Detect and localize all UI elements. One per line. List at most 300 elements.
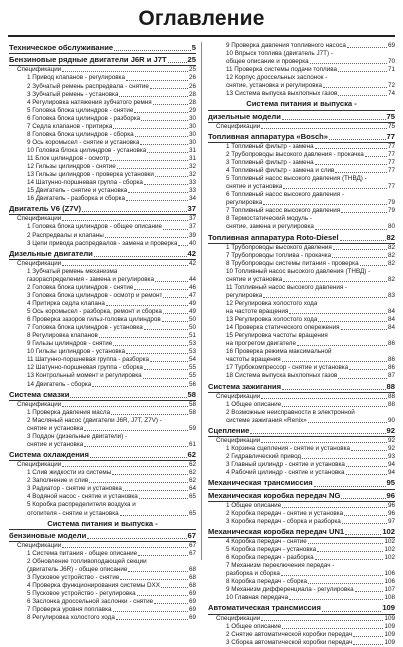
toc-entry-title: 1 Головка блока цилиндров - общее описание — [27, 223, 163, 231]
toc-section-heading — [208, 478, 395, 489]
toc-entry-title: 6 Головка блока цилиндров - разборка — [27, 114, 141, 122]
toc-entry — [9, 240, 196, 248]
toc-entry-title: 11 Шатунно-поршневая группа - разборка — [27, 356, 150, 364]
toc-entry-title: Спецификации — [216, 122, 261, 130]
toc-page-number: 62 — [188, 477, 196, 485]
toc-entry-title: Спецификации — [17, 259, 62, 267]
toc-page-number: 32 — [188, 171, 196, 179]
toc-page-number: 58 — [187, 389, 196, 399]
toc-entry — [208, 316, 395, 324]
toc-leader-dots — [353, 636, 383, 637]
toc-leader-dots — [310, 63, 387, 64]
toc-leader-dots — [150, 361, 188, 362]
toc-page-number: 79 — [387, 207, 395, 215]
toc-entry — [208, 276, 395, 284]
toc-entry-title: 7 Седла клапанов - притирка — [27, 122, 113, 130]
toc-page-number: 92 — [387, 437, 395, 445]
toc-leader-dots — [82, 211, 186, 212]
toc-entry — [9, 115, 196, 123]
toc-entry — [9, 308, 196, 316]
page-title: Оглавление — [138, 7, 265, 30]
toc-entry-title: 1 Общее описание — [226, 622, 282, 630]
toc-section-heading — [9, 531, 196, 542]
toc-entry — [9, 493, 196, 501]
toc-leader-dots — [113, 128, 188, 129]
toc-entry-title: 6 Топливный насос высокого давления - — [226, 191, 345, 199]
toc-entry — [9, 147, 196, 155]
toc-entry — [9, 131, 196, 139]
toc-page-number: 59 — [188, 424, 196, 432]
toc-entry — [208, 348, 395, 356]
toc-entry — [9, 348, 196, 356]
toc-entry — [9, 99, 196, 107]
toc-entry — [208, 82, 395, 90]
toc-leader-dots — [289, 599, 383, 600]
toc-entry-title: 1 Система питания - общее описание — [27, 550, 138, 558]
toc-entry-title: частоты вращения — [226, 356, 281, 364]
toc-page-number: 90 — [387, 416, 395, 424]
toc-page-number: 33 — [188, 187, 196, 195]
toc-entry-title: Система смазки — [9, 389, 70, 399]
toc-entry-title: Механическая трансмиссия — [208, 478, 313, 488]
toc-page-number: 40 — [188, 239, 196, 247]
toc-entry-title: 11 Блок цилиндров - осмотр — [27, 154, 110, 162]
toc-entry — [9, 223, 196, 231]
toc-entry-title: 15 Двигатель - снятие и установка — [27, 187, 128, 195]
toc-entry-title: отопителя - снятие и установка — [27, 509, 119, 517]
toc-entry — [208, 594, 395, 602]
toc-leader-dots — [139, 498, 188, 499]
toc-leader-dots — [84, 430, 188, 431]
toc-entry — [9, 187, 196, 195]
toc-page-number: 82 — [387, 259, 395, 267]
toc-leader-dots — [141, 120, 188, 121]
toc-entry-title: 8 Регулировка клапанов — [27, 332, 98, 340]
toc-right-column — [208, 42, 395, 647]
toc-page-number: 75 — [386, 111, 395, 121]
toc-entry — [9, 510, 196, 518]
toc-page-number: 88 — [387, 392, 395, 400]
toc-entry-title: 2 Головка блока цилиндров - снятие — [27, 283, 134, 291]
toc-entry-title: 14 Шатунно-поршневая группа - сборка — [27, 179, 143, 187]
toc-page-number: 95 — [386, 478, 395, 488]
toc-leader-dots — [90, 457, 187, 458]
toc-section-heading — [208, 491, 395, 502]
toc-leader-dots — [283, 188, 387, 189]
toc-entry-title: 14 Проверка статического опережения — [226, 324, 340, 332]
toc-page-number: 96 — [387, 501, 395, 509]
toc-leader-dots — [114, 50, 191, 51]
toc-entry — [208, 554, 395, 562]
toc-entry — [9, 550, 196, 558]
toc-entry-title: 11 Топливный насос высокого давления - — [226, 283, 348, 291]
toc-leader-dots — [308, 583, 383, 584]
toc-entry — [208, 417, 395, 425]
toc-entry — [9, 83, 196, 91]
toc-entry-title: Автоматическая трансмиссия — [208, 603, 321, 613]
toc-section-heading — [208, 527, 395, 538]
toc-page-number: 80 — [387, 223, 395, 231]
toc-entry — [208, 469, 395, 477]
toc-entry-title: 1 Общее описание — [226, 400, 282, 408]
toc-leader-dots — [346, 474, 387, 475]
toc-entry — [9, 292, 196, 300]
toc-entry-title: 3 Коробка передач - сборка и разборка — [226, 517, 341, 525]
toc-entry-title: на прогретом двигателе — [226, 340, 296, 348]
toc-leader-dots — [283, 281, 387, 282]
toc-page-number: 62 — [188, 461, 196, 469]
toc-leader-dots — [282, 507, 387, 508]
toc-entry-title: 5 Пусковое устройство - регулировка — [27, 590, 136, 598]
toc-entry-title: Спецификации — [216, 614, 261, 622]
toc-entry-title: Система питания и выпуска - — [47, 518, 158, 528]
toc-entry — [9, 232, 196, 240]
toc-leader-dots — [87, 538, 186, 539]
toc-entry-title: 6 Проверка зазоров гильз-головка цилиндров — [27, 316, 161, 324]
toc-entry — [9, 91, 196, 99]
toc-entry-title: 1 Общее описание — [226, 501, 282, 509]
toc-leader-dots — [112, 474, 188, 475]
toc-left-column — [9, 42, 196, 622]
toc-entry-title: 12 Корпус дроссельных заслонок - — [226, 74, 328, 82]
toc-section-heading — [9, 249, 196, 260]
toc-entry-title: Механическая коробка передач UN1 — [208, 526, 345, 536]
toc-page-number: 77 — [387, 167, 395, 175]
toc-leader-dots — [92, 386, 188, 387]
toc-leader-dots — [353, 644, 383, 645]
toc-entry — [208, 324, 395, 332]
toc-page-number: 69 — [188, 614, 196, 622]
toc-page-number: 72 — [387, 82, 395, 90]
toc-page-number: 96 — [386, 490, 395, 500]
toc-leader-dots — [144, 369, 188, 370]
toc-entry — [208, 445, 395, 453]
toc-entry-title: Дизельные двигатели — [9, 248, 93, 258]
toc-leader-dots — [143, 378, 188, 379]
toc-entry-title: 12 Гильзы цилиндров - снятие — [27, 162, 116, 170]
toc-leader-dots — [62, 71, 188, 72]
toc-entry — [9, 171, 196, 179]
toc-leader-dots — [315, 164, 387, 165]
toc-entry-title: Система охлаждения — [9, 450, 89, 460]
column-divider — [201, 42, 202, 560]
toc-entry — [9, 300, 196, 308]
toc-page-number: 68 — [188, 582, 196, 590]
toc-entry — [208, 546, 395, 554]
toc-entry-title: 13 Регулировка холостого хода — [226, 316, 318, 324]
toc-entry-title: 13 Гильзы цилиндров - проверка установки — [27, 171, 154, 179]
toc-entry-title: Бензиновые рядные двигатели J6R и J7T — [9, 55, 167, 65]
toc-entry — [208, 175, 395, 183]
toc-page-number: 102 — [384, 554, 395, 562]
toc-page-number: 71 — [387, 66, 395, 74]
toc-entry-title: Механическая коробка передач NG — [208, 490, 341, 500]
toc-page-number: 44 — [188, 275, 196, 283]
toc-entry-title: 12 Шатунно-поршневая группа - сборка — [27, 364, 143, 372]
toc-page-number: 107 — [384, 586, 395, 594]
toc-entry-title: 2 Гидравлический привод — [226, 453, 302, 461]
toc-entry-title: 8 Головка блока цилиндров - сборка — [27, 130, 134, 138]
toc-page-number: 69 — [188, 606, 196, 614]
toc-leader-dots — [297, 345, 387, 346]
toc-entry-title: 4 Водяной насос - снятие и установка — [27, 493, 138, 501]
toc-page-number: 77 — [387, 183, 395, 191]
toc-page-number: 96 — [387, 509, 395, 517]
toc-entry-title: 8 Термостатический модуль - — [226, 215, 312, 223]
toc-leader-dots — [89, 482, 188, 483]
toc-entry — [208, 372, 395, 380]
toc-entry-title: 18 Система выпуска выхлопных газов — [226, 372, 338, 380]
toc-leader-dots — [346, 466, 387, 467]
toc-page-number: 86 — [387, 356, 395, 364]
toc-entry-title: 4 Рабочий цилиндр - снятие и установка — [226, 469, 345, 477]
toc-entry-title: 1 Привод клапанов - регулировка — [27, 74, 125, 82]
toc-entry-title: Техническое обслуживание — [9, 43, 114, 52]
toc-page-number: 58 — [188, 400, 196, 408]
toc-leader-dots — [289, 313, 387, 314]
toc-entry — [9, 542, 196, 550]
toc-entry — [208, 223, 395, 231]
toc-page-number: 88 — [387, 400, 395, 408]
toc-entry — [9, 179, 196, 187]
toc-leader-dots — [315, 229, 387, 230]
toc-entry — [9, 372, 196, 380]
toc-entry — [9, 215, 196, 223]
toc-section-heading — [9, 450, 196, 461]
toc-entry — [9, 425, 196, 433]
toc-entry — [208, 207, 395, 215]
toc-entry — [208, 215, 395, 223]
toc-page-number: 97 — [387, 517, 395, 525]
toc-entry-title: 2 Зубчатый ремень распредвала - снятие — [27, 82, 149, 90]
toc-leader-dots — [135, 136, 188, 137]
toc-leader-dots — [110, 160, 188, 161]
toc-page-number: 92 — [387, 445, 395, 453]
toc-entry — [208, 586, 395, 594]
toc-entry — [208, 90, 395, 98]
toc-entry-title: 8 Регулировка холостого хода — [27, 614, 115, 622]
toc-entry — [208, 50, 395, 58]
toc-leader-dots — [340, 240, 386, 241]
toc-leader-dots — [351, 450, 387, 451]
toc-leader-dots — [163, 229, 188, 230]
toc-leader-dots — [261, 620, 383, 621]
toc-entry — [208, 639, 395, 647]
toc-section-heading — [208, 382, 395, 393]
toc-page-number: 84 — [387, 324, 395, 332]
toc-page-number: 61 — [188, 440, 196, 448]
toc-entry-title: общее описание и проверка — [226, 58, 309, 66]
toc-leader-dots — [128, 192, 188, 193]
toc-page-number: 34 — [188, 195, 196, 203]
toc-page-number: 65 — [188, 493, 196, 501]
toc-entry-title: системе зажигания «Renix» — [226, 416, 307, 424]
toc-entry — [9, 364, 196, 372]
toc-leader-dots — [302, 458, 387, 459]
toc-entry — [208, 199, 395, 207]
toc-entry — [9, 195, 196, 203]
toc-page-number: 31 — [188, 146, 196, 154]
toc-entry — [208, 401, 395, 409]
toc-entry-title: 2 Обновление топливоподающей секции — [27, 558, 147, 566]
toc-leader-dots — [138, 555, 188, 556]
toc-entry — [208, 578, 395, 586]
toc-entry-title: дизельные модели — [208, 111, 281, 121]
toc-leader-dots — [62, 220, 188, 221]
toc-entry-title: снятие и установка — [27, 424, 84, 432]
toc-leader-dots — [163, 313, 188, 314]
toc-page-number: 39 — [188, 231, 196, 239]
toc-entry — [9, 606, 196, 614]
toc-page-number: 31 — [188, 154, 196, 162]
toc-entry — [208, 364, 395, 372]
toc-entry — [9, 139, 196, 147]
toc-entry-title: 12 Регулировка холостого хода — [226, 300, 318, 308]
toc-entry-title: 10 Топливный насос высокого давления (ТНВД) - — [226, 267, 371, 275]
toc-leader-dots — [360, 265, 387, 266]
toc-page-number: 62 — [187, 450, 196, 460]
toc-page-number: 25 — [187, 55, 196, 65]
toc-leader-dots — [106, 305, 188, 306]
toc-entry-title: 10 Головка блока цилиндров - установка — [27, 146, 147, 154]
toc-section-heading — [208, 132, 395, 143]
toc-page-number: 70 — [387, 58, 395, 66]
toc-leader-dots — [345, 534, 381, 535]
toc-leader-dots — [338, 378, 387, 379]
toc-entry-title: 4 Проверка функционирования системы DXX — [27, 582, 160, 590]
toc-page-number: 28 — [188, 98, 196, 106]
toc-leader-dots — [144, 329, 188, 330]
toc-entry — [9, 401, 196, 409]
toc-entry-title: 5 Коробка распределителя воздуха и — [27, 501, 136, 509]
toc-entry — [9, 356, 196, 364]
toc-section-heading — [9, 519, 196, 530]
toc-entry-title: 5 Коробка передач - установка — [226, 546, 317, 554]
toc-leader-dots — [99, 337, 188, 338]
toc-page-number: 67 — [188, 550, 196, 558]
toc-page-number: 84 — [387, 316, 395, 324]
toc-page-number: 28 — [188, 90, 196, 98]
toc-page-number: 37 — [188, 215, 196, 223]
toc-entry — [208, 42, 395, 50]
toc-page-number: 68 — [188, 574, 196, 582]
toc-entry-title: 11 Проверка системы подачи топлива — [226, 66, 338, 74]
toc-entry-title: 14 Двигатель - сборка — [27, 380, 92, 388]
toc-entry-title: разборка и сборка — [226, 570, 280, 578]
toc-entry — [9, 558, 196, 566]
toc-page-number: 30 — [188, 122, 196, 130]
toc-entry — [208, 151, 395, 159]
toc-page-number: 109 — [384, 614, 395, 622]
toc-entry — [9, 417, 196, 425]
toc-entry — [9, 340, 196, 348]
toc-entry-title: 3 Цепи привода распредвалов - замена и проверка — [27, 239, 178, 247]
toc-leader-dots — [315, 148, 387, 149]
toc-page-number: 109 — [382, 603, 395, 613]
toc-page-number: 42 — [187, 248, 196, 258]
toc-entry — [208, 252, 395, 260]
toc-entry — [9, 590, 196, 598]
toc-leader-dots — [134, 289, 188, 290]
toc-leader-dots — [355, 591, 384, 592]
toc-entry-title: 8 Коробка передач - сборка — [226, 578, 308, 586]
toc-leader-dots — [123, 490, 188, 491]
toc-entry — [208, 308, 395, 316]
toc-page-number: 88 — [386, 381, 395, 391]
toc-leader-dots — [282, 628, 383, 629]
toc-entry-title: 4 Коробка передач - снятие — [226, 538, 307, 546]
toc-page-number: 29 — [188, 106, 196, 114]
toc-leader-dots — [62, 406, 188, 407]
toc-leader-dots — [250, 433, 385, 434]
toc-entry — [9, 501, 196, 509]
toc-entry — [208, 453, 395, 461]
toc-page-number: 108 — [384, 594, 395, 602]
toc-section-heading — [9, 204, 196, 215]
toc-entry — [208, 615, 395, 623]
toc-page-number: 46 — [188, 283, 196, 291]
toc-page-number: 55 — [188, 364, 196, 372]
toc-entry — [208, 58, 395, 66]
toc-leader-dots — [161, 587, 188, 588]
toc-entry-title: 10 Главная передача — [226, 594, 289, 602]
toc-leader-dots — [282, 361, 387, 362]
toc-section-heading — [208, 112, 395, 123]
toc-page-number: 86 — [387, 340, 395, 348]
toc-entry — [208, 570, 395, 578]
toc-entry — [208, 300, 395, 308]
toc-entry-title: 13 Контрольный момент и регулировка — [27, 372, 142, 380]
toc-entry-title: 3 Пусковое устройство - снятие — [27, 574, 120, 582]
toc-page-number: 64 — [188, 485, 196, 493]
toc-entry — [208, 340, 395, 348]
toc-leader-dots — [126, 353, 188, 354]
toc-leader-dots — [116, 619, 188, 620]
toc-page-number: 109 — [384, 630, 395, 638]
toc-entry — [9, 155, 196, 163]
toc-entry-title: снятие, установка и регулировка — [226, 82, 322, 90]
toc-leader-dots — [62, 466, 188, 467]
toc-page-number: 5 — [191, 43, 196, 52]
toc-leader-dots — [347, 47, 387, 48]
toc-leader-dots — [281, 575, 384, 576]
toc-leader-dots — [263, 297, 387, 298]
toc-leader-dots — [263, 204, 387, 205]
toc-leader-dots — [178, 245, 188, 246]
toc-leader-dots — [150, 88, 188, 89]
toc-entry-title: 6 Коробка передач - разборка — [226, 554, 314, 562]
toc-entry — [9, 614, 196, 622]
toc-page-number: 67 — [187, 530, 196, 540]
toc-entry — [9, 260, 196, 268]
toc-entry-title: 3 Зубчатый ремень - установка — [27, 90, 119, 98]
toc-leader-dots — [344, 515, 387, 516]
toc-page-number: 53 — [188, 348, 196, 356]
toc-page-number: 109 — [384, 622, 395, 630]
toc-entry-title: 3 Сборка автоматической коробки передач — [226, 638, 353, 646]
toc-leader-dots — [341, 212, 387, 213]
toc-entry — [9, 324, 196, 332]
toc-page-number: 58 — [188, 408, 196, 416]
toc-entry — [208, 332, 395, 340]
toc-leader-dots — [322, 611, 381, 612]
toc-leader-dots — [323, 87, 387, 88]
toc-leader-dots — [144, 184, 188, 185]
toc-page-number: 69 — [387, 42, 395, 49]
toc-entry-title: 3 Радиатор - снятие и установка — [27, 485, 122, 493]
toc-entry-title: на частоте вращения — [226, 308, 289, 316]
title-underline — [8, 35, 395, 37]
